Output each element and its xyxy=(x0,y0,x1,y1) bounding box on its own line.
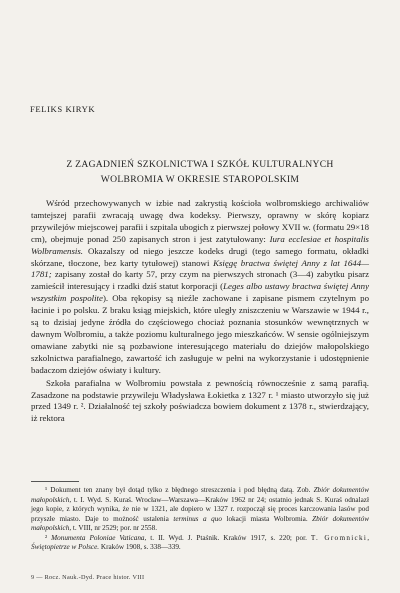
fn1-italic-b: Zbiór dokumentów małopolskich, xyxy=(31,486,369,504)
paragraph-1 xyxy=(31,198,369,377)
article-title xyxy=(22,158,378,187)
fn2-italic-f: Świętopietrze w Polsce. xyxy=(31,543,100,551)
fn1-italic-d: terminus a quo xyxy=(173,514,222,523)
fn2-text-e: , xyxy=(367,533,370,542)
fn2-text-a: ² xyxy=(45,533,52,542)
p1-text-g: ). Oba rękopisy są nieźle zachowane i zapisane pismem czytelnym po łacinie i po polsku. Z braku ksiąg miejskich, które uległy zniszczeniu w Warszawie w 1944 r., są to dzisiaj jedyne źródła do częściowego chociaż poznania stosunków wewnętrznych w dawnym Wolbromiu, a także poziomu kulturalnego jego mieszkańców. W sensie ogólniejszym omawiane zabytki nie są pozbawione interesującego materiału do dziejów małopolskiego szkolnictwa parafialnego, zawartość ich zasługuje w pełni na wykorzystanie i udostępnienie badaczom dziejów oświaty i kultury. xyxy=(31,293,370,375)
p1-text-c: Okazalszy od niego jeszcze kodeks drugi (tego samego formatu, okładki skórzane, tłoczone, bez karty tytułowej) stanowi xyxy=(31,245,369,268)
title-line-1: Z ZAGADNIEŃ SZKOLNICTWA I SZKÓŁ KULTURALNYCH xyxy=(66,159,334,170)
fn1-text-c: t. I. Wyd. S. Kuraś. Wrocław—Warszawa—Kraków 1962 nr 24; ostatnio jednak S. Kuraś odnalazł jego kopie, z których wynika, że nie w 1321, ale dopiero w 1327 r. rozpoczął się proces karczowania lasów pod przyszłe miasto. Daje to możność ustalenia xyxy=(31,495,369,523)
fn2-italic-b: Monumenta Poloniae Vaticana, xyxy=(51,533,147,542)
footnote-2 xyxy=(31,534,369,553)
footnote-1 xyxy=(31,486,369,534)
fn2-text-c: t. II. Wyd. J. Ptaśnik. Kraków 1917, s. 220; por. xyxy=(146,533,311,542)
author-name: FELIKS KIRYK xyxy=(30,104,96,114)
paragraph-2 xyxy=(31,378,369,426)
p2-text-a: Szkoła parafialna w Wolbromiu powstała z pewnością równocześnie z samą parafią. Zasadzone na podstawie przywileju Władysława Łokietka z 1327 r. xyxy=(31,377,369,400)
p1-italic-statute: Leges albo ustawy bractwa świętej Anny wszystkim pospolite xyxy=(31,281,370,304)
footnotes xyxy=(31,486,369,553)
p1-text-a: Wśród przechowywanych w izbie nad zakrystią kościoła wolbromskiego archiwaliów tamtejszej parafii zwracają uwagę dwa kodeksy. Pierwszy, oprawny w skórę kopiarz przywilejów miejscowej parafii i szpitala ubogich z pierwszej połowy XVII w. (formatu 29×18 cm), obejmuje ponad 250 zapisanych stron i jest zatytułowany: xyxy=(31,198,369,244)
p2-text-c: . Działalność tej szkoły poświadcza bowiem dokument z 1378 r., stwierdzający, iż rektora xyxy=(31,401,369,424)
fn1-text-a: ¹ Dokument ten znany był dotąd tylko z błędnego streszczenia i pod błędną datą. Zob. xyxy=(45,486,314,494)
footnote-ref-1: ¹ xyxy=(275,389,279,400)
fn2-text-g: Kraków 1908, s. 338—339. xyxy=(99,543,181,551)
footnote-divider xyxy=(31,481,79,482)
fn1-text-e: lokacji miasta Wolbromia. xyxy=(221,514,313,523)
article-body xyxy=(31,198,369,425)
p1-italic-book: Księgę bractwa świętej Anny z lat 1644—1781; xyxy=(31,257,369,280)
p1-italic-title: Iura ecclesiae et hospitalis Wolbramensis. xyxy=(31,233,369,256)
title-line-2: WOLBROMIA W OKRESIE STAROPOLSKIM xyxy=(100,173,300,185)
fn2-author: T. Gromnicki xyxy=(310,533,368,542)
footnote-ref-2: ² xyxy=(80,401,84,412)
p1-text-e: zapisany został do karty 57, przy czym na pierwszych stronach (3—4) zabytku pisarz zamieścił interesujący i rzadki dziś statut korporacji ( xyxy=(31,269,369,292)
fn1-text-g: t. VIII, nr 2529; por. nr 2558. xyxy=(71,524,158,532)
p2-text-b: miasto utworzyło się już przed 1349 r. xyxy=(31,389,369,412)
fn1-italic-f: Zbiór dokumentów małopolskich, xyxy=(31,514,370,532)
page-footer: 9 — Rocz. Nauk.-Dyd. Prace histor. VIII xyxy=(31,574,145,581)
